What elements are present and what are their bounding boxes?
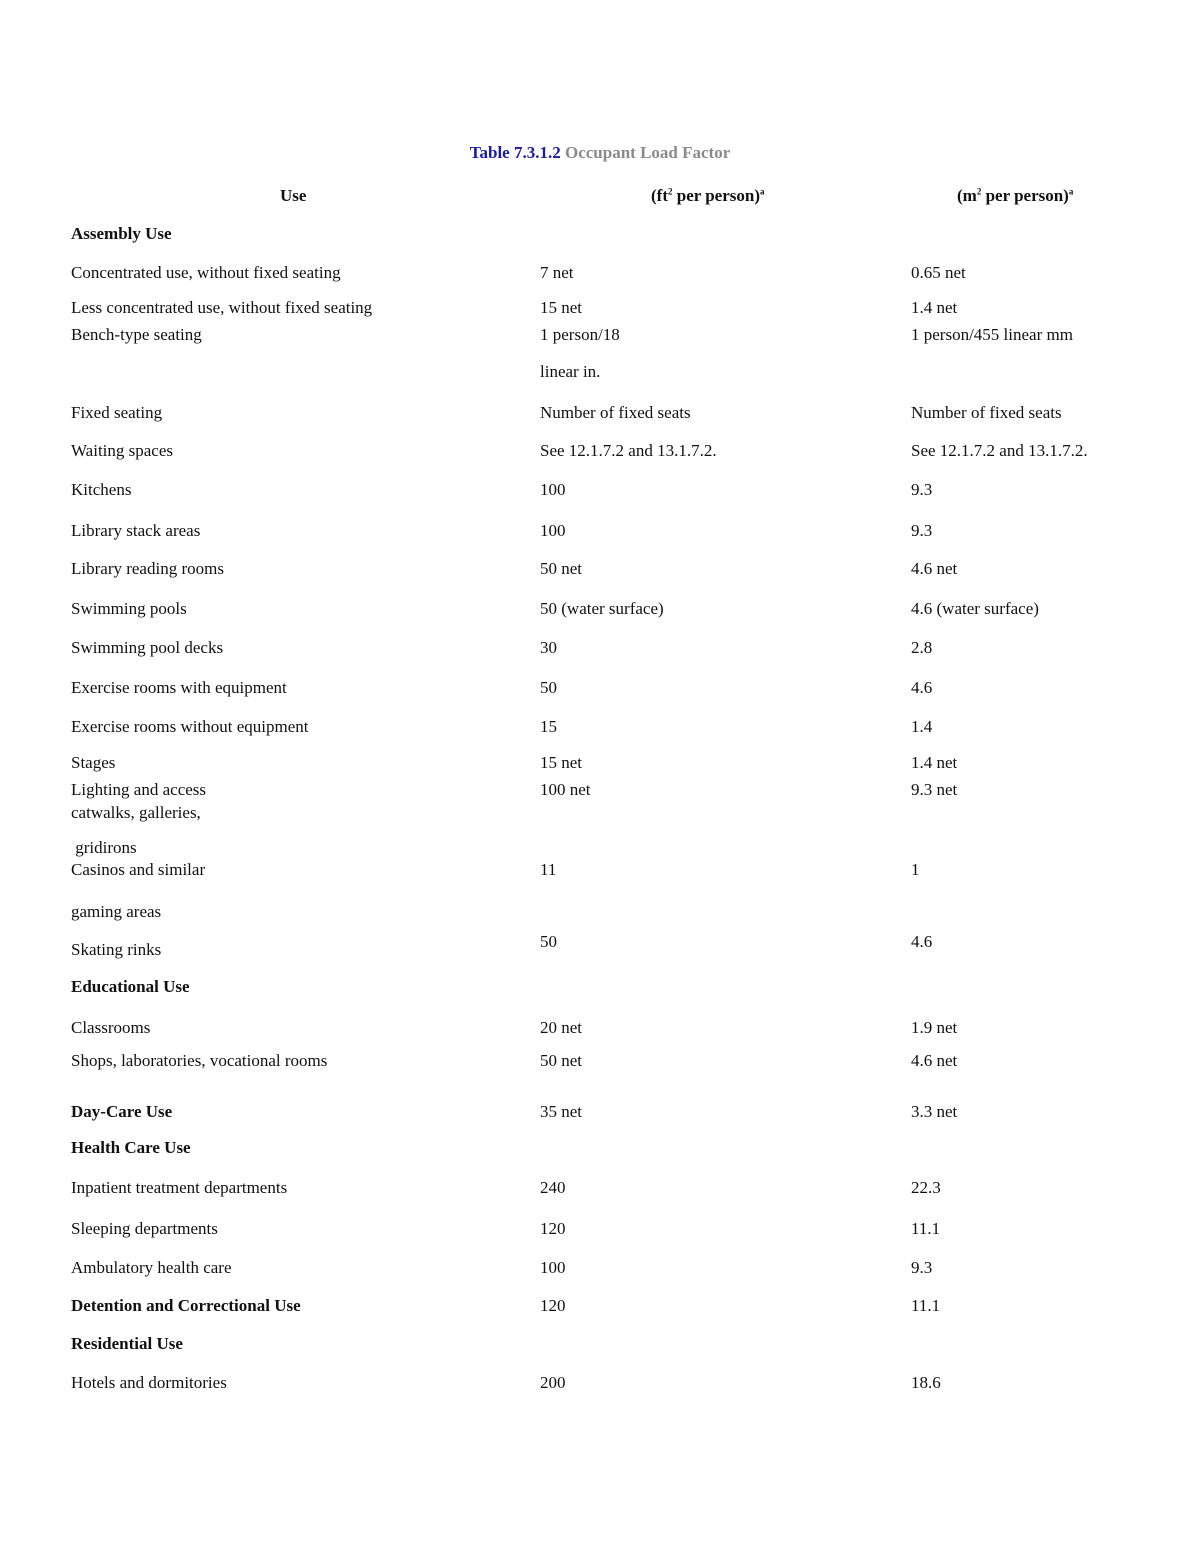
row-m: 1.4 net [911, 298, 958, 317]
row-use: Lighting and access [71, 780, 207, 799]
row-m: 1.4 net [911, 753, 958, 772]
row-use: Ambulatory health care [71, 1258, 232, 1277]
row-use: Fixed seating [71, 403, 163, 422]
row-ft: 15 [540, 717, 557, 736]
row-use: Library stack areas [71, 521, 201, 540]
row-ft: 11 [540, 860, 557, 879]
row-ft: 50 [540, 932, 557, 951]
table-name: Occupant Load Factor [564, 143, 731, 162]
section-assembly: Assembly Use [71, 224, 172, 243]
row-m: 0.65 net [911, 263, 966, 282]
row-m: 2.8 [911, 638, 933, 657]
row-ft: 240 [540, 1178, 566, 1197]
row-ft: 100 [540, 521, 566, 540]
table-title [0, 143, 1200, 163]
row-ft: 50 [540, 678, 557, 697]
row-ft-continued: linear in. [540, 362, 601, 381]
row-m: Number of fixed seats [911, 403, 1062, 422]
row-m: See 12.1.7.2 and 13.1.7.2. [911, 441, 1088, 460]
row-ft: 100 [540, 480, 566, 499]
row-use: Swimming pool decks [71, 638, 224, 657]
row-m: 3.3 net [911, 1102, 958, 1121]
row-use: Exercise rooms without equipment [71, 717, 309, 736]
row-m: 9.3 net [911, 780, 958, 799]
row-use: Less concentrated use, without fixed seating [71, 298, 373, 317]
row-ft: 100 [540, 1258, 566, 1277]
row-ft: 200 [540, 1373, 566, 1392]
row-ft: 15 net [540, 298, 583, 317]
row-use-continued: gridirons [71, 838, 137, 857]
row-ft: 7 net [540, 263, 574, 282]
row-m: 4.6 (water surface) [911, 599, 1039, 618]
section-educational: Educational Use [71, 977, 190, 996]
row-m: 9.3 [911, 1258, 933, 1277]
row-use: Swimming pools [71, 599, 187, 618]
row-m: 1.9 net [911, 1018, 958, 1037]
row-ft: 120 [540, 1219, 566, 1238]
section-detention: Detention and Correctional Use [71, 1296, 301, 1315]
row-use: Inpatient treatment departments [71, 1178, 288, 1197]
section-residential: Residential Use [71, 1334, 183, 1353]
table-number: Table 7.3.1.2 [469, 143, 561, 162]
row-ft: 35 net [540, 1102, 583, 1121]
header-use: Use [280, 186, 307, 205]
row-m: 22.3 [911, 1178, 941, 1197]
row-ft: 15 net [540, 753, 583, 772]
row-use: Sleeping departments [71, 1219, 218, 1238]
header-imperial: ($ft^2$ per person)$^a$ [651, 186, 765, 205]
row-use: Waiting spaces [71, 441, 174, 460]
row-m: 9.3 [911, 480, 933, 499]
row-ft: 50 net [540, 559, 583, 578]
row-m: 18.6 [911, 1373, 941, 1392]
row-use: Kitchens [71, 480, 132, 499]
row-use: Skating rinks [71, 940, 162, 959]
row-m: 4.6 net [911, 1051, 958, 1070]
row-use-continued: gaming areas [71, 902, 162, 921]
row-ft: See 12.1.7.2 and 13.1.7.2. [540, 441, 717, 460]
row-use: Stages [71, 753, 116, 772]
row-m: 11.1 [911, 1296, 941, 1315]
section-health-care: Health Care Use [71, 1138, 191, 1157]
row-use: Hotels and dormitories [71, 1373, 227, 1392]
row-m: 1 [911, 860, 920, 879]
section-day-care: Day-Care Use [71, 1102, 173, 1121]
row-use: Shops, laboratories, vocational rooms [71, 1051, 328, 1070]
row-ft: 50 (water surface) [540, 599, 664, 618]
row-use: Exercise rooms with equipment [71, 678, 287, 697]
row-m: 4.6 [911, 932, 933, 951]
row-m: 9.3 [911, 521, 933, 540]
row-m: 4.6 [911, 678, 933, 697]
row-use: Classrooms [71, 1018, 151, 1037]
header-metric: ($m^2$ per person)$^a$ [957, 186, 1074, 205]
row-ft: Number of fixed seats [540, 403, 691, 422]
row-ft: 1 person/18 [540, 325, 620, 344]
row-ft: 20 net [540, 1018, 583, 1037]
row-m: 4.6 net [911, 559, 958, 578]
row-use: Concentrated use, without fixed seating [71, 263, 341, 282]
row-use: Library reading rooms [71, 559, 224, 578]
row-m: 1.4 [911, 717, 933, 736]
row-m: 11.1 [911, 1219, 941, 1238]
row-ft: 100 net [540, 780, 591, 799]
row-use-continued: catwalks, galleries, [71, 803, 201, 822]
row-use: Bench-type seating [71, 325, 202, 344]
row-ft: 120 [540, 1296, 566, 1315]
row-ft: 50 net [540, 1051, 583, 1070]
row-m: 1 person/455 linear mm [911, 325, 1073, 344]
row-use: Casinos and similar [71, 860, 206, 879]
row-ft: 30 [540, 638, 557, 657]
